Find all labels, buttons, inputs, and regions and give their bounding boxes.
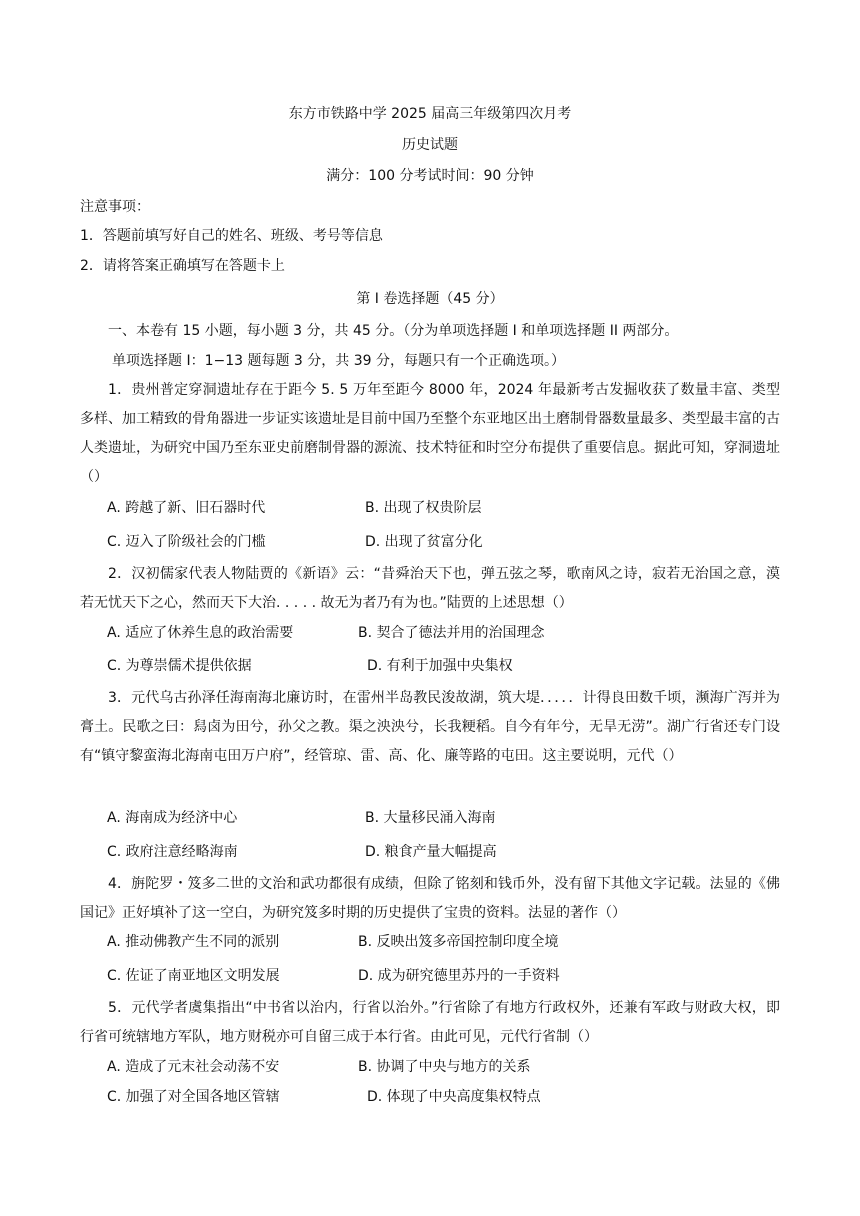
question-3-option-a: A. 海南成为经济中心 (107, 810, 238, 826)
exam-title: 东方市铁路中学 2025 届高三年级第四次月考 (288, 106, 572, 122)
score-time-info: 满分：100 分考试时间：90 分钟 (326, 168, 534, 184)
question-4-option-a: A. 推动佛教产生不同的派别 (107, 934, 280, 950)
question-5-option-b: B. 协调了中央与地方的关系 (358, 1059, 531, 1075)
question-2-option-d: D. 有利于加强中央集权 (367, 658, 513, 674)
question-5-stem: 5．元代学者虞集指出“中书省以治内，行省以治外。”行省除了有地方行政权外，还兼有军政与财政大权，即行省可统辖地方军队，地方财税亦可自留三成于本行省。由此可见，元代行省制（） (80, 1000, 780, 1045)
notice-heading: 注意事项： (80, 199, 150, 215)
question-1-option-c: C. 迈入了阶级社会的门槛 (107, 534, 266, 550)
question-1-option-a: A. 跨越了新、旧石器时代 (107, 500, 266, 516)
question-1-option-d: D. 出现了贫富分化 (365, 534, 483, 550)
question-2-option-a: A. 适应了休养生息的政治需要 (107, 625, 294, 641)
section-instruction-1: 一、本卷有 15 小题，每小题 3 分，共 45 分。（分为单项选择题 I 和单项选择题 II 两部分。 (108, 323, 679, 339)
question-2-option-c: C. 为尊崇儒术提供依据 (107, 658, 252, 674)
question-5-option-a: A. 造成了元末社会动荡不安 (107, 1059, 280, 1075)
question-3-option-d: D. 粮食产量大幅提高 (365, 844, 497, 860)
question-4-option-b: B. 反映出笈多帝国控制印度全境 (358, 934, 559, 950)
question-2-option-b: B. 契合了德法并用的治国理念 (358, 625, 545, 641)
exam-subject: 历史试题 (402, 137, 458, 153)
question-5-option-c: C. 加强了对全国各地区管辖 (107, 1089, 280, 1105)
question-2-stem: 2．汉初儒家代表人物陆贾的《新语》云：“昔舜治天下也，弹五弦之琴，歌南风之诗，寂若无治国之意，漠若无忧天下之心，然而天下大治. . . . . 故无为者乃有为也。”陆贾的上述思想（） (80, 566, 780, 611)
notice-item-1: 1．答题前填写好自己的姓名、班级、考号等信息 (80, 228, 383, 244)
question-3-stem: 3．元代乌古孙泽任海南海北廉访时，在雷州半岛教民浚故湖，筑大堤．．．．．计得良田数千顷，濒海广泻并为膏土。民歌之曰：舄卤为田兮，孙父之教。渠之泱泱兮，长我粳稻。自今有年兮，无旱无涝”。湖广行省还专门设有“镇守黎蛮海北海南屯田万户府”，经管琼、雷、高、化、廉等路的屯田。这主要说明，元代（） (80, 690, 780, 764)
question-3-option-b: B. 大量移民涌入海南 (365, 810, 496, 826)
question-4-option-d: D. 成为研究德里苏丹的一手资料 (358, 968, 560, 984)
question-1-stem: 1．贵州普定穿洞遗址存在于距今 5. 5 万年至距今 8000 年，2024 年最新考古发掘收获了数量丰富、类型多样、加工精致的骨角器进一步证实该遗址是目前中国乃至整个东亚地区出土磨制骨器数量最多、类型最丰富的古人类遗址，为研究中国乃至东亚史前磨制骨器的源流、技术特征和时空分布提供了重要信息。据此可知，穿洞遗址（） (80, 382, 780, 485)
section-instruction-2: 单项选择题 I：1−13 题每题 3 分，共 39 分，每题只有一个正确选项。） (112, 353, 566, 369)
question-4-stem: 4．旃陀罗・笈多二世的文治和武功都很有成绩，但除了铭刻和钱币外，没有留下其他文字记载。法显的《佛国记》正好填补了这一空白，为研究笈多时期的历史提供了宝贵的资料。法显的著作（） (80, 876, 780, 921)
notice-item-2: 2．请将答案正确填写在答题卡上 (80, 258, 285, 274)
question-1-option-b: B. 出现了权贵阶层 (365, 500, 482, 516)
question-5-option-d: D. 体现了中央高度集权特点 (367, 1089, 541, 1105)
question-4-option-c: C. 佐证了南亚地区文明发展 (107, 968, 280, 984)
section-title: 第 I 卷选择题（45 分） (356, 291, 504, 307)
question-3-option-c: C. 政府注意经略海南 (107, 844, 238, 860)
